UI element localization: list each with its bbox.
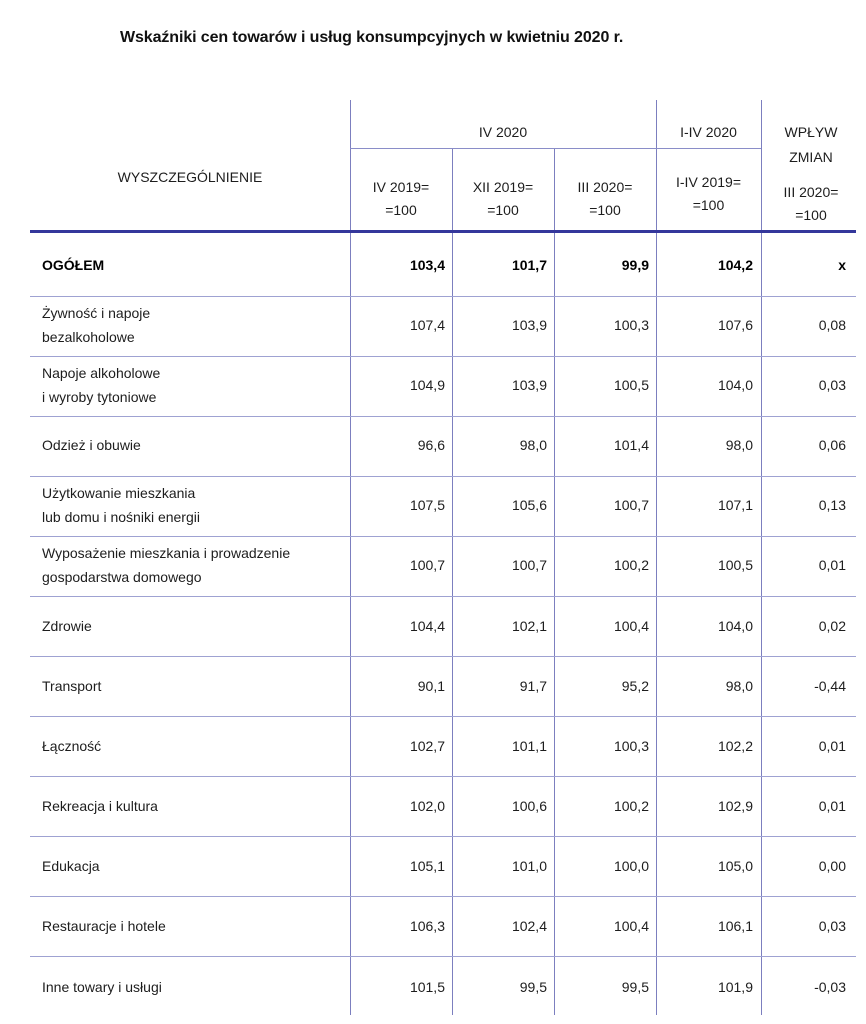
value-cell: 0,01 — [818, 557, 846, 573]
row-label-continued: bezalkoholowe — [42, 329, 135, 345]
value-cell: 100,3 — [613, 738, 649, 754]
value-cell: 107,4 — [409, 317, 445, 333]
header-divider — [350, 148, 761, 149]
row-separator — [30, 356, 856, 357]
value-cell: 98,0 — [725, 437, 753, 453]
value-cell: 104,4 — [409, 618, 445, 634]
col-divider — [350, 100, 351, 1015]
value-cell: 99,5 — [621, 979, 649, 995]
value-cell: 102,0 — [409, 798, 445, 814]
value-cell: 0,08 — [818, 317, 846, 333]
header-wplyw: WPŁYW — [784, 124, 838, 140]
value-cell: 0,06 — [818, 437, 846, 453]
value-cell: 102,4 — [511, 918, 547, 934]
row-separator — [30, 416, 856, 417]
value-cell: 100,4 — [613, 918, 649, 934]
value-cell: 105,1 — [409, 858, 445, 874]
value-cell: 95,2 — [621, 678, 649, 694]
value-cell: 0,01 — [818, 738, 846, 754]
value-cell: 103,9 — [511, 377, 547, 393]
value-cell: 96,6 — [417, 437, 445, 453]
row-separator — [30, 776, 856, 777]
value-cell: 101,9 — [717, 979, 753, 995]
row-label: Użytkowanie mieszkania — [42, 485, 196, 501]
value-cell: 100,2 — [613, 557, 649, 573]
value-cell: -0,44 — [814, 678, 846, 694]
value-cell: 107,6 — [717, 317, 753, 333]
row-label: Edukacja — [42, 858, 100, 874]
value-cell: 102,2 — [717, 738, 753, 754]
row-separator — [30, 656, 856, 657]
header-col-line1: IV 2019= — [372, 179, 430, 195]
value-cell: 0,02 — [818, 618, 846, 634]
value-cell: 100,4 — [613, 618, 649, 634]
header-group-i-iv: I-IV 2020 — [680, 124, 737, 140]
value-cell: 104,0 — [717, 377, 753, 393]
header-col-line1: III 2020= — [577, 179, 633, 195]
header-col-line2: =100 — [795, 207, 827, 223]
value-cell: 104,2 — [717, 257, 753, 273]
value-cell: 101,5 — [409, 979, 445, 995]
value-cell: 104,0 — [717, 618, 753, 634]
value-cell: 91,7 — [519, 678, 547, 694]
row-label: OGÓŁEM — [42, 257, 105, 273]
header-row-label: WYSZCZEGÓLNIENIE — [117, 169, 263, 185]
value-cell: 98,0 — [519, 437, 547, 453]
header-col-line2: =100 — [385, 202, 417, 218]
value-cell: 105,6 — [511, 497, 547, 513]
value-cell: 100,5 — [613, 377, 649, 393]
value-cell: 103,9 — [511, 317, 547, 333]
value-cell: 0,03 — [818, 377, 846, 393]
value-cell: 98,0 — [725, 678, 753, 694]
row-label: Zdrowie — [42, 618, 92, 634]
value-cell: 100,2 — [613, 798, 649, 814]
row-label: Wyposażenie mieszkania i prowadzenie — [42, 545, 291, 561]
header-col-line2: =100 — [487, 202, 519, 218]
row-label: Inne towary i usługi — [42, 979, 162, 995]
col-divider — [656, 100, 657, 1015]
value-cell: 100,6 — [511, 798, 547, 814]
row-label-continued: i wyroby tytoniowe — [42, 389, 157, 405]
row-label: Napoje alkoholowe — [42, 365, 161, 381]
value-cell: 100,3 — [613, 317, 649, 333]
value-cell: 105,0 — [717, 858, 753, 874]
header-col-line1: XII 2019= — [472, 179, 534, 195]
row-label: Odzież i obuwie — [42, 437, 141, 453]
row-label-continued: lub domu i nośniki energii — [42, 509, 200, 525]
table-title: Wskaźniki cen towarów i usług konsumpcyjnych w kwietniu 2020 r. — [120, 29, 624, 46]
row-separator — [30, 716, 856, 717]
header-col-line1: I-IV 2019= — [676, 174, 741, 190]
value-cell: 0,01 — [818, 798, 846, 814]
row-separator — [30, 296, 856, 297]
col-divider — [452, 148, 453, 1015]
value-cell: 0,00 — [818, 858, 846, 874]
row-label: Rekreacja i kultura — [42, 798, 158, 814]
value-cell: 100,7 — [511, 557, 547, 573]
value-cell: x — [838, 257, 846, 273]
value-cell: 101,7 — [511, 257, 547, 273]
value-cell: 101,4 — [613, 437, 649, 453]
header-bottom-rule — [30, 230, 856, 233]
value-cell: 100,7 — [613, 497, 649, 513]
value-cell: 99,9 — [621, 257, 649, 273]
value-cell: 107,1 — [717, 497, 753, 513]
value-cell: 102,1 — [511, 618, 547, 634]
value-cell: 99,5 — [519, 979, 547, 995]
header-col-line1: III 2020= — [783, 184, 839, 200]
row-separator — [30, 956, 856, 957]
value-cell: 104,9 — [409, 377, 445, 393]
value-cell: 106,1 — [717, 918, 753, 934]
col-divider — [554, 148, 555, 1015]
row-label-continued: gospodarstwa domowego — [42, 569, 202, 585]
value-cell: 103,4 — [409, 257, 445, 273]
header-zmian: ZMIAN — [789, 149, 833, 165]
row-label: Transport — [42, 678, 102, 694]
value-cell: 0,03 — [818, 918, 846, 934]
header-col-line2: =100 — [589, 202, 621, 218]
row-label: Restauracje i hotele — [42, 918, 166, 934]
row-label: Łączność — [42, 738, 102, 754]
value-cell: 102,9 — [717, 798, 753, 814]
value-cell: 101,0 — [511, 858, 547, 874]
header-group-iv: IV 2020 — [478, 124, 528, 140]
row-label: Żywność i napoje — [42, 305, 151, 321]
value-cell: 102,7 — [409, 738, 445, 754]
row-separator — [30, 596, 856, 597]
header-col-line2: =100 — [692, 197, 725, 213]
row-separator — [30, 536, 856, 537]
value-cell: 0,13 — [818, 497, 846, 513]
row-separator — [30, 836, 856, 837]
value-cell: 100,7 — [409, 557, 445, 573]
value-cell: 106,3 — [409, 918, 445, 934]
value-cell: -0,03 — [814, 979, 846, 995]
value-cell: 100,5 — [717, 557, 753, 573]
value-cell: 100,0 — [613, 858, 649, 874]
value-cell: 90,1 — [417, 678, 445, 694]
row-separator — [30, 896, 856, 897]
value-cell: 107,5 — [409, 497, 445, 513]
value-cell: 101,1 — [511, 738, 547, 754]
row-separator — [30, 476, 856, 477]
